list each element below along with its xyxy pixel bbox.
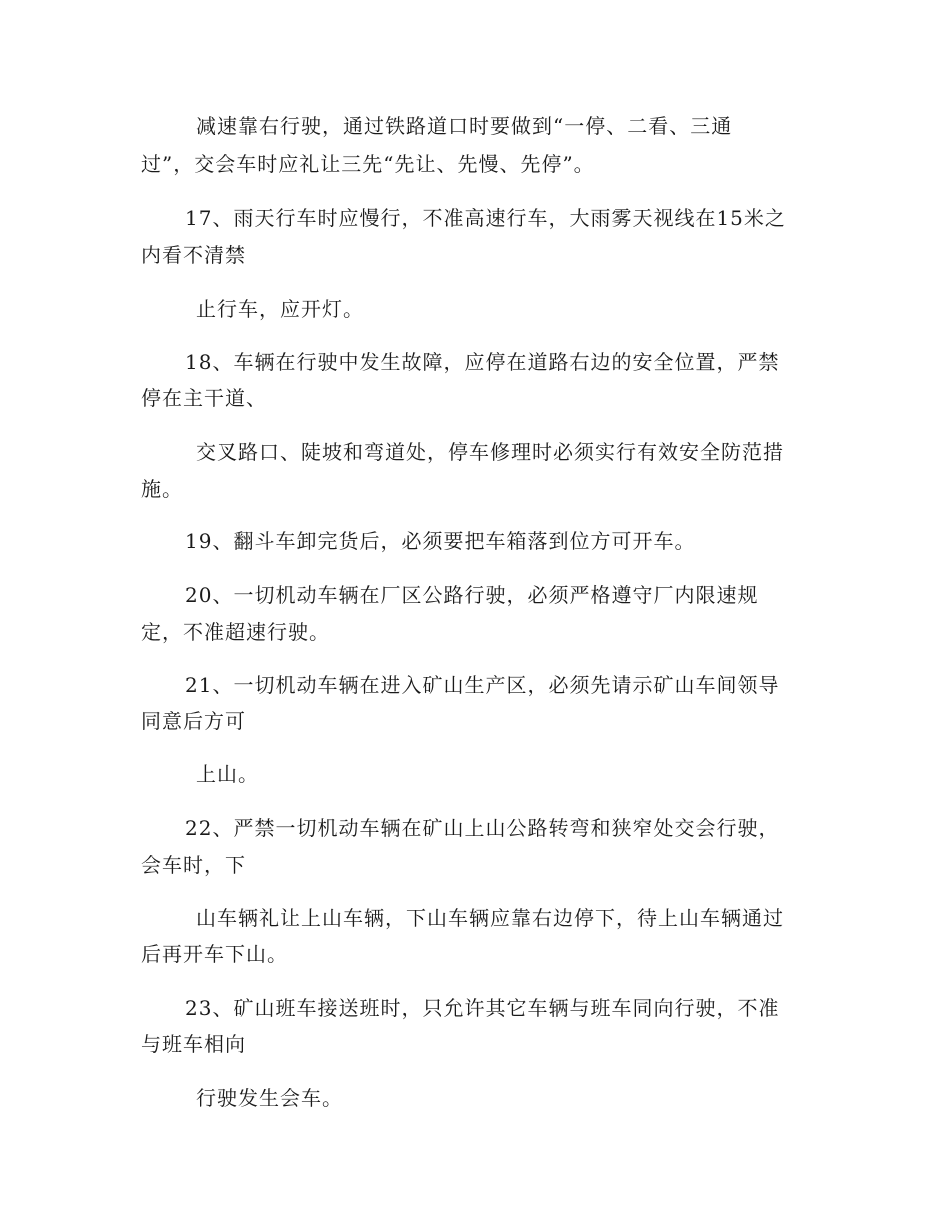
- text-line: 止行车，应开灯。: [196, 297, 364, 321]
- text-line: 减速靠右行驶，通过铁路道口时要做到“一停、二看、三通: [196, 114, 733, 138]
- text-line: 与班车相向: [141, 1032, 246, 1056]
- text-line: 定，不准超速行驶。: [141, 620, 330, 644]
- text-line: 交叉路口、陡坡和弯道处，停车修理时必须实行有效安全防范措: [196, 440, 784, 464]
- text-line: 施。: [141, 477, 183, 501]
- text-line: 上山。: [196, 762, 259, 786]
- text-line: 19、翻斗车卸完货后，必须要把车箱落到位方可开车。: [185, 529, 696, 553]
- text-line: 22、严禁一切机动车辆在矿山上山公路转弯和狭窄处交会行驶，: [185, 816, 780, 840]
- text-line: 23、矿山班车接送班时，只允许其它车辆与班车同向行驶，不准: [185, 996, 780, 1020]
- text-line: 18、车辆在行驶中发生故障，应停在道路右边的安全位置，严禁: [185, 350, 780, 374]
- text-line: 内看不清禁: [141, 243, 246, 267]
- text-line: 会车时，下: [141, 853, 246, 877]
- text-line: 同意后方可: [141, 709, 246, 733]
- text-line: 过”，交会车时应礼让三先“先让、先慢、先停”。: [141, 152, 595, 176]
- text-line: 20、一切机动车辆在厂区公路行驶，必须严格遵守厂内限速规: [185, 583, 759, 607]
- text-line: 17、雨天行车时应慢行，不准高速行车，大雨雾天视线在15米之: [185, 206, 786, 230]
- text-line: 行驶发生会车。: [196, 1086, 343, 1110]
- text-line: 后再开车下山。: [141, 942, 288, 966]
- text-line: 21、一切机动车辆在进入矿山生产区，必须先请示矿山车间领导: [185, 673, 780, 697]
- text-line: 停在主干道、: [141, 386, 267, 410]
- text-line: 山车辆礼让上山车辆，下山车辆应靠右边停下，待上山车辆通过: [196, 906, 784, 930]
